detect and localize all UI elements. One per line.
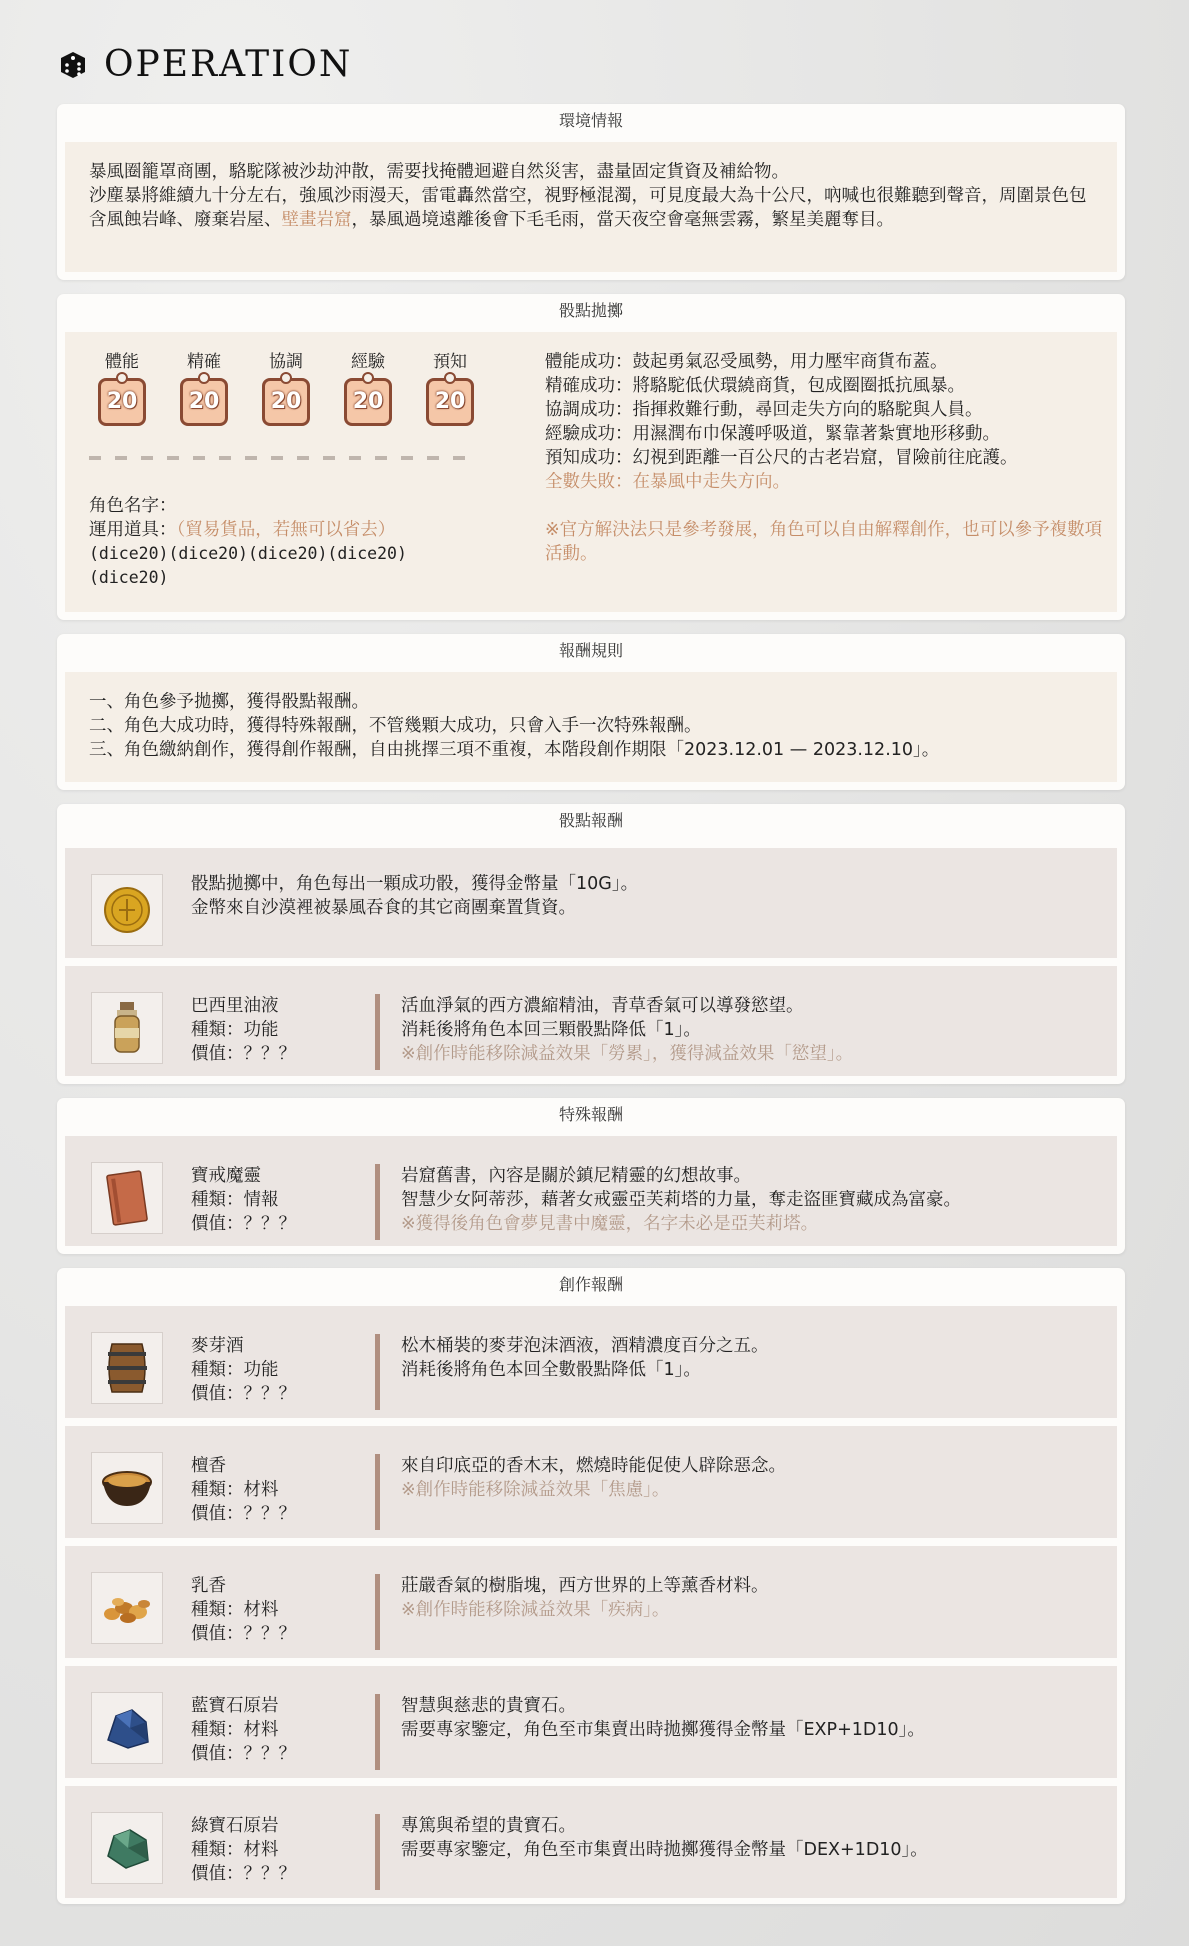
result-line: 預知成功：幻視到距離一百公尺的古老岩窟，冒險前往庇護。 <box>545 448 1018 468</box>
reward-item-coin <box>65 848 1117 958</box>
note-line: ※官方解決法只是參考發展，角色可以自由解釋創作，也可以參予複數項活動。 <box>545 520 1103 564</box>
panel-title: 創作報酬 <box>558 1275 623 1294</box>
item-description: 岩窟舊書，內容是關於鎮尼精靈的幻想故事。 智慧少女阿蒂莎，藉著女戒靈亞芙莉塔的力量，奪走盜匪寶藏成為富豪。 ※獲得後角色會夢見書中魔靈，名字未必是亞芙莉塔。 <box>401 1166 961 1234</box>
stat-experience: 經驗 20 <box>337 350 399 426</box>
book-thumb <box>91 1162 163 1234</box>
result-line: 精確成功：將駱駝低伏環繞商貨，包成圈圈抵抗風暴。 <box>545 376 965 396</box>
panel-title: 環境情報 <box>558 111 623 130</box>
reward-item-sandalwood <box>65 1426 1117 1538</box>
ale-thumb <box>91 1332 163 1404</box>
fail-line: 全數失敗：在暴風中走失方向。 <box>545 472 790 492</box>
creation-reward-panel <box>57 1268 1125 1904</box>
item-divider <box>375 1334 380 1410</box>
special-reward-panel <box>57 1098 1125 1254</box>
d20-icon[interactable]: 20 <box>344 378 392 426</box>
dice-reward-panel <box>57 804 1125 1084</box>
panel-title: 骰點拋擲 <box>558 301 623 320</box>
environment-panel <box>57 104 1125 280</box>
page-title: OPERATION <box>104 44 353 85</box>
reward-item-emerald <box>65 1786 1117 1898</box>
rule-line: 二、角色大成功時，獲得特殊報酬，不管幾顆大成功，只會入手一次特殊報酬。 <box>89 716 702 736</box>
item-description: 來自印底亞的香木末，燃燒時能促使人辟除惡念。 ※創作時能移除減益效果「焦慮」。 <box>401 1456 786 1500</box>
panel-title: 骰點報酬 <box>558 811 623 830</box>
dice-body <box>65 332 1117 612</box>
item-divider <box>375 1164 380 1240</box>
stat-body: 體能 20 <box>91 350 153 426</box>
dice-panel <box>57 294 1125 620</box>
d20-icon[interactable]: 20 <box>180 378 228 426</box>
dice-stats <box>91 350 481 426</box>
panel-title: 特殊報酬 <box>558 1105 623 1124</box>
sapphire-rock-icon <box>102 1706 152 1750</box>
divider <box>89 456 469 460</box>
rules-panel <box>57 634 1125 790</box>
sapphire-thumb <box>91 1692 163 1764</box>
item-info: 麥芽酒 種類：功能 價值：？？？ <box>191 1336 296 1404</box>
item-divider <box>375 1694 380 1770</box>
oil-jar-icon <box>107 1000 147 1056</box>
item-divider <box>375 994 380 1070</box>
item-info: 乳香 種類：材料 價值：？？？ <box>191 1576 296 1644</box>
tool-label: 運用道具： <box>89 520 177 540</box>
item-info: 巴西里油液 種類：功能 價值：？？？ <box>191 996 296 1064</box>
reward-item-ale <box>65 1306 1117 1418</box>
env-line: 暴風圈籠罩商團，駱駝隊被沙劫沖散，需要找掩體迴避自然災害，盡量固定貨資及補給物。 <box>89 162 789 182</box>
item-description: 智慧與慈悲的貴寶石。 需要專家鑒定，角色至市集賣出時拋擲獲得金幣量「EXP+1D10」。 <box>401 1696 925 1740</box>
rules-body <box>65 672 1117 782</box>
stat-foresight: 預知 20 <box>419 350 481 426</box>
item-info: 綠寶石原岩 種類：材料 價值：？？？ <box>191 1816 296 1884</box>
character-block <box>89 494 469 590</box>
emerald-rock-icon <box>102 1826 152 1870</box>
reward-item-frankincense <box>65 1546 1117 1658</box>
dice-roll-line: (dice20)(dice20)(dice20)(dice20) <box>89 544 407 563</box>
page-header <box>58 44 352 85</box>
reward-item-sapphire <box>65 1666 1117 1778</box>
item-info: 寶戒魔靈 種類：情報 價值：？？？ <box>191 1166 296 1234</box>
item-divider <box>375 1574 380 1650</box>
result-line: 經驗成功：用濕潤布巾保護呼吸道，緊靠著紮實地形移動。 <box>545 424 1000 444</box>
book-icon <box>104 1169 150 1227</box>
tool-hint: （貿易貨品，若無可以省去） <box>176 520 396 540</box>
result-line: 體能成功：鼓起勇氣忍受風勢，用力壓牢商貨布蓋。 <box>545 352 948 372</box>
oil-thumb <box>91 992 163 1064</box>
rule-line: 三、角色繳納創作，獲得創作報酬，自由挑擇三項不重複，本階段創作期限「2023.12.01 — 2023.12.10」。 <box>89 740 940 760</box>
item-description: 活血淨氣的西方濃縮精油，青草香氣可以導發慾望。 消耗後將角色本回三顆骰點降低「1」。 ※創作時能移除減益效果「勞累」，獲得減益效果「慾望」。 <box>401 996 854 1064</box>
item-divider <box>375 1814 380 1890</box>
item-description: 專篤與希望的貴寶石。 需要專家鑒定，角色至市集賣出時拋擲獲得金幣量「DEX+1D10」。 <box>401 1816 928 1860</box>
dice-results <box>545 350 1105 566</box>
rule-line: 一、角色參予拋擲，獲得骰點報酬。 <box>89 692 369 712</box>
reward-item-book <box>65 1136 1117 1246</box>
frankincense-thumb <box>91 1572 163 1644</box>
highlight-location: 壁畫岩窟 <box>281 210 352 230</box>
item-divider <box>375 1454 380 1530</box>
resin-icon <box>98 1588 156 1628</box>
environment-body <box>65 142 1117 272</box>
barrel-icon <box>102 1340 152 1396</box>
result-line: 協調成功：指揮救難行動，尋回走失方向的駱駝與人員。 <box>545 400 983 420</box>
stat-coordination: 協調 20 <box>255 350 317 426</box>
item-description: 莊嚴香氣的樹脂塊，西方世界的上等薰香材料。 ※創作時能移除減益效果「疾病」。 <box>401 1576 769 1620</box>
item-info: 藍寶石原岩 種類：材料 價值：？？？ <box>191 1696 296 1764</box>
stat-precision: 精確 20 <box>173 350 235 426</box>
char-name-label: 角色名字： <box>89 496 177 516</box>
emerald-thumb <box>91 1812 163 1884</box>
dice-roll-line: (dice20) <box>89 568 169 587</box>
reward-item-oil <box>65 966 1117 1076</box>
coin-thumb <box>91 874 163 946</box>
d20-icon[interactable]: 20 <box>426 378 474 426</box>
item-info: 檀香 種類：材料 價值：？？？ <box>191 1456 296 1524</box>
sandalwood-thumb <box>91 1452 163 1524</box>
d20-icon[interactable]: 20 <box>262 378 310 426</box>
coin-description: 骰點拋擲中，角色每出一顆成功骰，獲得金幣量「10G」。 金幣來自沙漠裡被暴風吞食的其它商團棄置貨資。 <box>191 874 639 918</box>
d20-icon[interactable]: 20 <box>98 378 146 426</box>
incense-bowl-icon <box>99 1466 155 1510</box>
dice-icon <box>58 50 88 80</box>
env-line: 沙塵暴將維續九十分左右，強風沙雨漫天，雷電轟然當空，視野極混濁，可見度最大為十公尺，吶喊也很難聽到聲音，周圍景色包含風蝕岩峰、廢棄岩屋、壁畫岩窟，暴風過境遠離後會下毛毛雨，當天夜空會毫無雲霧，繁星美麗奪目。 <box>89 186 1087 230</box>
item-description: 松木桶裝的麥芽泡沫酒液，酒精濃度百分之五。 消耗後將角色本回全數骰點降低「1」。 <box>401 1336 769 1380</box>
panel-title: 報酬規則 <box>558 641 623 660</box>
gold-coin-icon <box>102 885 152 935</box>
